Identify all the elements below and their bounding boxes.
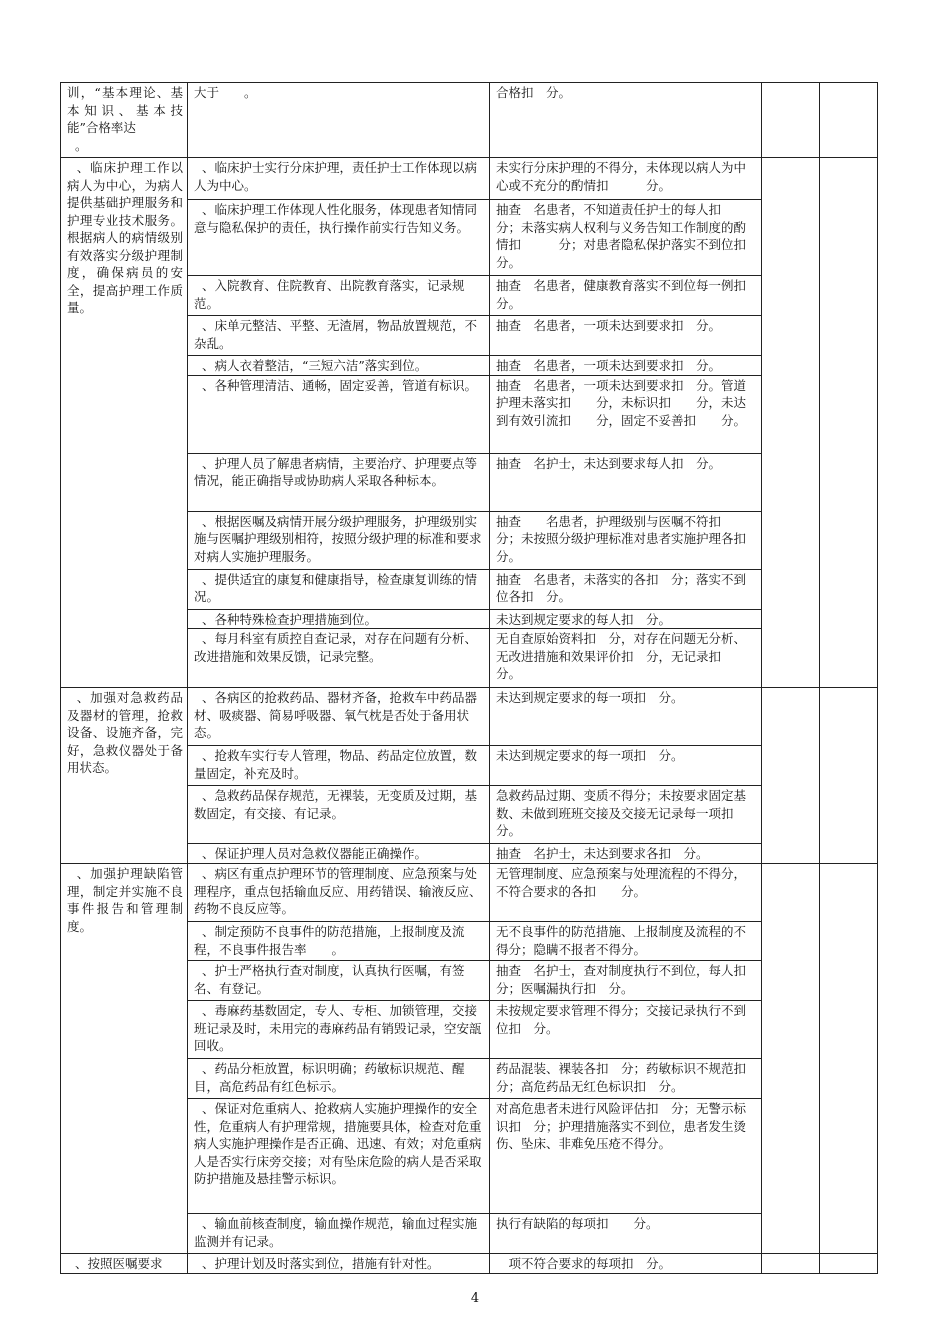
- scoring-cell: 无管理制度、应急预案与处理流程的不得分，不符合要求的各扣 分。: [490, 864, 762, 922]
- scoring-cell: 抽查 名患者，未落实的各扣 分；落实不到位各扣 分。: [490, 569, 762, 609]
- empty-cell: [820, 688, 878, 864]
- scoring-cell: 药品混装、裸装各扣 分；药敏标识不规范扣 分；高危药品无红色标识扣 分。: [490, 1059, 762, 1099]
- category-cell: 训，“基本理论、基本知识、基本技能”合格率达 。: [61, 83, 188, 158]
- standard-cell: 、抢救车实行专人管理，物品、药品定位放置，数量固定，补充及时。: [188, 746, 490, 786]
- category-cell: 、加强护理缺陷管理，制定并实施不良事件报告和管理制度。: [61, 864, 188, 1254]
- empty-cell: [762, 864, 820, 1254]
- scoring-cell: 未达到规定要求的每人扣 分。: [490, 609, 762, 629]
- table-row: [61, 688, 878, 746]
- empty-cell: [762, 158, 820, 688]
- standard-cell: 、制定预防不良事件的防范措施，上报制度及流程，不良事件报告率 。: [188, 922, 490, 961]
- scoring-cell: 抽查 名患者，健康教育落实不到位每一例扣 分。: [490, 276, 762, 316]
- standard-cell: 、入院教育、住院教育、出院教育落实，记录规范。: [188, 276, 490, 316]
- standard-cell: 、输血前核查制度，输血操作规范，输血过程实施监测并有记录。: [188, 1214, 490, 1254]
- empty-cell: [820, 83, 878, 158]
- scoring-cell: 执行有缺陷的每项扣 分。: [490, 1214, 762, 1254]
- standard-cell: 、各种管理清洁、通畅，固定妥善，管道有标识。: [188, 375, 490, 453]
- table-row: [61, 864, 878, 922]
- standard-cell: 、保证对危重病人、抢救病人实施护理操作的安全性，危重病人有护理常规，措施要具体，检查对危重病人实施护理操作是否正确、迅速、有效；对危重病人是否实行床旁交接；对有坠床危险的病人是否采取防护措施及悬挂警示标识。: [188, 1099, 490, 1214]
- scoring-cell: 抽查 名患者，一项未达到要求扣 分。: [490, 316, 762, 356]
- standard-cell: 、药品分柜放置，标识明确；药敏标识规范、醒目，高危药品有红色标示。: [188, 1059, 490, 1099]
- scoring-cell: 急救药品过期、变质不得分；未按要求固定基数、未做到班班交接及交接无记录每一项扣 分。: [490, 786, 762, 844]
- standard-cell: 大于 。: [188, 83, 490, 158]
- scoring-cell: 抽查 名患者，一项未达到要求扣 分。管道护理未落实扣 分，未标识扣 分，未达到有效引流扣 分，固定不妥善扣 分。: [490, 375, 762, 453]
- table-row: [61, 1254, 878, 1274]
- category-cell: 、加强对急救药品及器材的管理，抢救设备、设施齐备，完好，急救仪器处于备用状态。: [61, 688, 188, 864]
- scoring-cell: 合格扣 分。: [490, 83, 762, 158]
- scoring-cell: 抽查 名患者，不知道责任护士的每人扣 分；未落实病人权利与义务告知工作制度的酌情扣 分；对患者隐私保护落实不到位扣 分。: [490, 200, 762, 276]
- standard-cell: 、各病区的抢救药品、器材齐备，抢救车中药品器材、吸痰器、简易呼吸器、氧气枕是否处于备用状态。: [188, 688, 490, 746]
- empty-cell: [762, 83, 820, 158]
- page-number: 4: [470, 1291, 480, 1306]
- category-cell: 、按照医嘱要求: [61, 1254, 188, 1274]
- empty-cell: [820, 864, 878, 1254]
- scoring-cell: 抽查 名护士，未达到要求每人扣 分。: [490, 453, 762, 511]
- scoring-cell: 抽查 名患者，一项未达到要求扣 分。: [490, 356, 762, 376]
- evaluation-table: [60, 82, 878, 1274]
- category-cell: 、临床护理工作以病人为中心，为病人提供基础护理服务和护理专业技术服务。根据病人的病情级别有效落实分级护理制度，确保病员的安全，提高护理工作质量。: [61, 158, 188, 688]
- scoring-cell: 对高危患者未进行风险评估扣 分；无警示标识扣 分；护理措施落实不到位，患者发生烫伤、坠床、非难免压疮不得分。: [490, 1099, 762, 1214]
- standard-cell: 、床单元整洁、平整、无渣屑，物品放置规范，不杂乱。: [188, 316, 490, 356]
- standard-cell: 、保证护理人员对急救仪器能正确操作。: [188, 844, 490, 864]
- standard-cell: 、每月科室有质控自查记录，对存在问题有分析、改进措施和效果反馈，记录完整。: [188, 629, 490, 688]
- standard-cell: 、病人衣着整洁，“三短六洁”落实到位。: [188, 356, 490, 376]
- table-row: [61, 83, 878, 158]
- scoring-cell: 未按规定要求管理不得分；交接记录执行不到位扣 分。: [490, 1001, 762, 1059]
- standard-cell: 、护士严格执行查对制度，认真执行医嘱，有签名、有登记。: [188, 961, 490, 1001]
- standard-cell: 、根据医嘱及病情开展分级护理服务，护理级别实施与医嘱护理级别相符，按照分级护理的标准和要求对病人实施护理服务。: [188, 511, 490, 569]
- empty-cell: [820, 158, 878, 688]
- standard-cell: 、提供适宜的康复和健康指导，检查康复训练的情况。: [188, 569, 490, 609]
- table-row: [61, 158, 878, 200]
- scoring-cell: 未达到规定要求的每一项扣 分。: [490, 746, 762, 786]
- scoring-cell: 项不符合要求的每项扣 分。: [490, 1254, 762, 1274]
- standard-cell: 、毒麻药基数固定，专人、专柜、加锁管理，交接班记录及时，未用完的毒麻药品有销毁记录，空安瓿回收。: [188, 1001, 490, 1059]
- scoring-cell: 未达到规定要求的每一项扣 分。: [490, 688, 762, 746]
- scoring-cell: 抽查 名患者，护理级别与医嘱不符扣 分；未按照分级护理标准对患者实施护理各扣 分。: [490, 511, 762, 569]
- scoring-cell: 无不良事件的防范措施、上报制度及流程的不得分；隐瞒不报者不得分。: [490, 922, 762, 961]
- scoring-cell: 无自查原始资料扣 分，对存在问题无分析、无改进措施和效果评价扣 分，无记录扣 分。: [490, 629, 762, 688]
- standard-cell: 、护理计划及时落实到位，措施有针对性。: [188, 1254, 490, 1274]
- empty-cell: [762, 688, 820, 864]
- standard-cell: 、护理人员了解患者病情，主要治疗、护理要点等情况，能正确指导或协助病人采取各种标本。: [188, 453, 490, 511]
- scoring-cell: 抽查 名护士，未达到要求各扣 分。: [490, 844, 762, 864]
- empty-cell: [762, 1254, 820, 1274]
- empty-cell: [820, 1254, 878, 1274]
- standard-cell: 、急救药品保存规范，无裸装，无变质及过期，基数固定，有交接、有记录。: [188, 786, 490, 844]
- standard-cell: 、病区有重点护理环节的管理制度、应急预案与处理程序，重点包括输血反应、用药错误、输液反应、药物不良反应等。: [188, 864, 490, 922]
- standard-cell: 、临床护理工作体现人性化服务，体现患者知情同意与隐私保护的责任，执行操作前实行告知义务。: [188, 200, 490, 276]
- scoring-cell: 未实行分床护理的不得分，未体现以病人为中心或不充分的酌情扣 分。: [490, 158, 762, 200]
- scoring-cell: 抽查 名护士，查对制度执行不到位，每人扣 分；医嘱漏执行扣 分。: [490, 961, 762, 1001]
- standard-cell: 、各种特殊检查护理措施到位。: [188, 609, 490, 629]
- standard-cell: 、临床护士实行分床护理，责任护士工作体现以病人为中心。: [188, 158, 490, 200]
